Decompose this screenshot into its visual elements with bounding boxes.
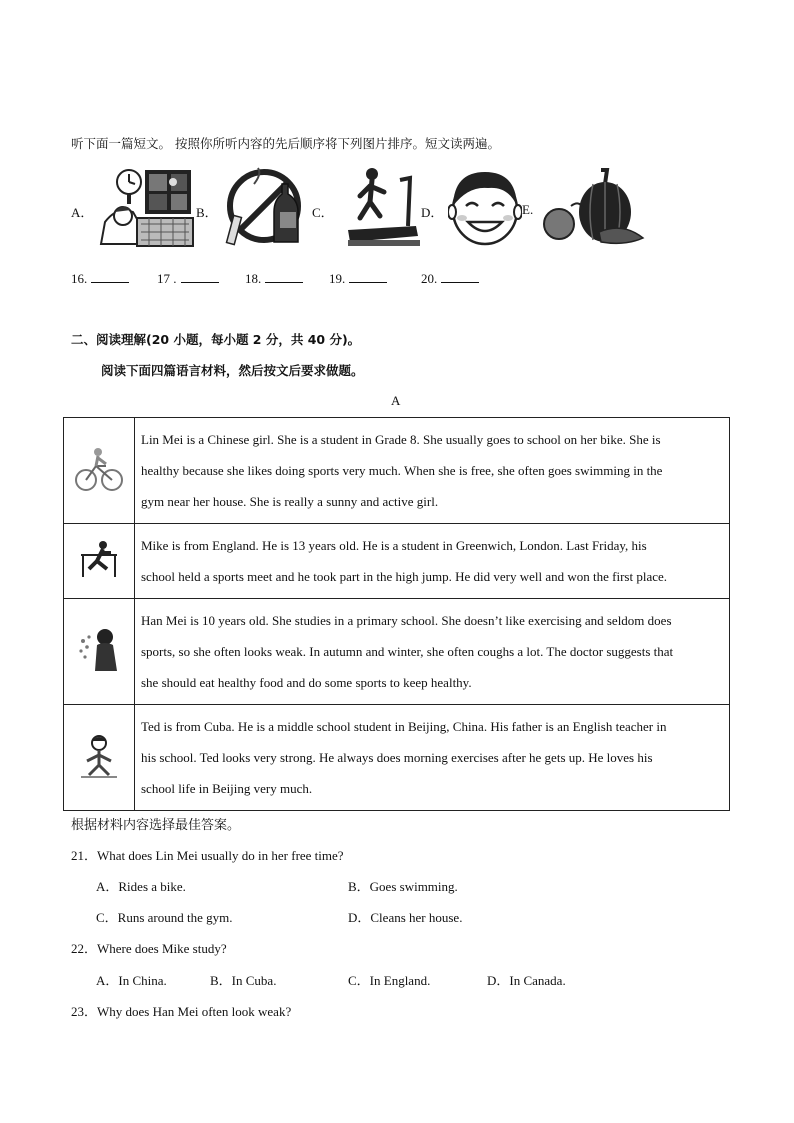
- coughing-girl-icon: [77, 661, 121, 676]
- passage-line: she should eat healthy food and do some sports to keep healthy.: [141, 675, 472, 690]
- passage-row: [64, 418, 730, 524]
- passage-line: Ted is from Cuba. He is a middle school student in Beijing, China. His father is an English teacher in: [141, 719, 667, 734]
- question-23: 23．Why does Han Mei often look weak?: [71, 1004, 292, 1019]
- boy-exercising-icon: [79, 767, 119, 782]
- passage-row: [64, 705, 730, 811]
- passage-line: healthy because she likes doing sports very much. When she is free, she often goes swimming in the: [141, 463, 663, 478]
- passage-line: Lin Mei is a Chinese girl. She is a student in Grade 8. She usually goes to school on her bike. She is: [141, 432, 661, 447]
- treadmill-runner-icon: [346, 166, 422, 252]
- vegetables-fruit-icon: [543, 166, 647, 252]
- passage-label: A: [391, 393, 401, 408]
- section-heading: 二、阅读理解(20 小题，每小题 2 分，共 40 分)。: [71, 332, 361, 347]
- passage-line: Mike is from England. He is 13 years old. He is a student in Greenwich, London. Last Friday, his: [141, 538, 647, 553]
- picture-label-d: D．: [421, 205, 444, 220]
- listening-instruction: 听下面一篇短文。 按照你所听内容的先后顺序将下列图片排序。短文读两遍。: [71, 136, 500, 151]
- passage-line: school life in Beijing very much.: [141, 781, 313, 796]
- smiling-boy-face-icon: [448, 166, 522, 252]
- high-jump-icon: [77, 567, 121, 582]
- no-smoking-drinking-icon: [224, 166, 310, 250]
- picture-label-b: B．: [196, 205, 218, 220]
- question-21: 21．What does Lin Mei usually do in her free time?: [71, 848, 344, 863]
- girl-on-bike-icon: [74, 480, 124, 495]
- passage-row: [64, 524, 730, 599]
- q22-option-a[interactable]: A．In China.: [96, 973, 167, 988]
- picture-label-e: E.: [522, 202, 534, 217]
- answer-blank-17[interactable]: 17 .: [157, 270, 219, 287]
- answer-blank-16[interactable]: 16.: [71, 270, 129, 287]
- answer-blank-18[interactable]: 18.: [245, 270, 303, 287]
- question-22: 22．Where does Mike study?: [71, 941, 227, 956]
- passage-line: sports, so she often looks weak. In autumn and winter, she often coughs a lot. The doctor suggests that: [141, 644, 674, 659]
- picture-label-c: C．: [312, 205, 334, 220]
- q22-option-c[interactable]: C．In England.: [348, 973, 431, 988]
- passage-line: school held a sports meet and he took part in the high jump. He did very well and won the first place.: [141, 569, 668, 584]
- passage-line: Han Mei is 10 years old. She studies in a primary school. She doesn’t like exercising and seldom does: [141, 613, 672, 628]
- section-instruction: 阅读下面四篇语言材料，然后按文后要求做题。: [101, 363, 364, 378]
- passage-line: gym near her house. She is really a sunny and active girl.: [141, 494, 439, 509]
- q21-option-d[interactable]: D．Cleans her house.: [348, 910, 463, 925]
- answer-blank-19[interactable]: 19.: [329, 270, 387, 287]
- answer-blank-20[interactable]: 20.: [421, 270, 479, 287]
- child-sleeping-clock-icon: [97, 166, 195, 252]
- q22-option-d[interactable]: D．In Canada.: [487, 973, 566, 988]
- picture-label-a: A．: [71, 205, 94, 220]
- passage-table: [63, 417, 730, 811]
- q21-option-c[interactable]: C．Runs around the gym.: [96, 910, 233, 925]
- questions-intro: 根据材料内容选择最佳答案。: [71, 818, 241, 833]
- q21-option-b[interactable]: B．Goes swimming.: [348, 879, 458, 894]
- passage-line: his school. Ted looks very strong. He always does morning exercises after he gets up. He loves his: [141, 750, 653, 765]
- q22-option-b[interactable]: B．In Cuba.: [210, 973, 277, 988]
- q21-option-a[interactable]: A．Rides a bike.: [96, 879, 186, 894]
- passage-row: [64, 599, 730, 705]
